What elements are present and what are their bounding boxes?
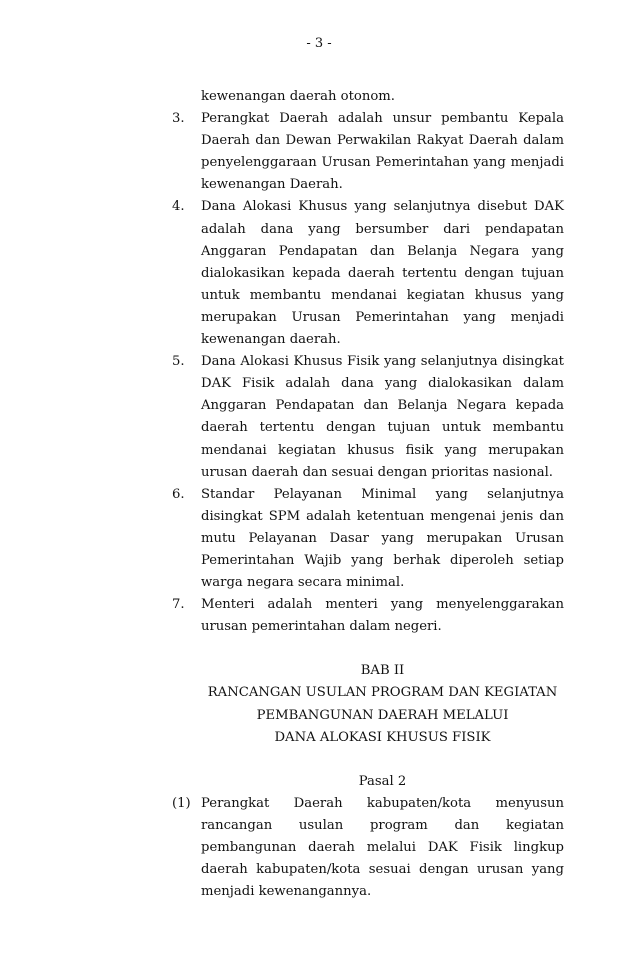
pasal-item-1 xyxy=(172,793,564,903)
chapter-heading xyxy=(172,660,564,748)
definition-item-3 xyxy=(172,108,564,196)
pasal-title: Pasal 2 xyxy=(358,773,407,789)
pasal-items xyxy=(172,793,564,903)
document-body xyxy=(172,86,564,903)
item-number: 6. xyxy=(172,486,185,502)
item-text: Perangkat Daerah kabupaten/kota menyusun rancangan usulan program dan kegiatan pembangunan daerah melalui DAK Fisik lingkup daerah kabupaten/kota sesuai dengan urusan yang menjadi kewenangannya. xyxy=(201,795,564,900)
definition-item-4 xyxy=(172,196,564,351)
item-number: (1) xyxy=(172,795,191,811)
item-number: 3. xyxy=(172,111,185,127)
continuation-text: kewenangan daerah otonom. xyxy=(201,89,395,104)
definition-item-7 xyxy=(172,594,564,638)
item-number: 5. xyxy=(172,354,185,370)
chapter-number: BAB II xyxy=(360,663,405,679)
item-text: Standar Pelayanan Minimal yang selanjutnya disingkat SPM adalah ketentuan mengenai jenis dan mutu Pelayanan Dasar yang merupakan Urusan Pemerintahan Wajib yang berhak diperoleh setiap warga negara secara minimal. xyxy=(201,486,564,591)
definition-item-6 xyxy=(172,484,564,594)
item-number: 4. xyxy=(172,199,185,215)
item-text: Dana Alokasi Khusus yang selanjutnya disebut DAK adalah dana yang bersumber dari pendapatan Anggaran Pendapatan dan Belanja Negara yang dialokasikan kepada daerah tertentu dengan tujuan untuk membantu mendanai kegiatan khusus yang merupakan Urusan Pemerintahan yang menjadi kewenangan daerah. xyxy=(201,199,564,348)
chapter-title-line-2: PEMBANGUNAN DAERAH MELALUI xyxy=(256,707,509,723)
item-text: Dana Alokasi Khusus Fisik yang selanjutnya disingkat DAK Fisik adalah dana yang dialokasikan dalam Anggaran Pendapatan dan Belanja Negara kepada daerah tertentu dengan tujuan untuk membantu mendanai kegiatan khusus fisik yang merupakan urusan daerah dan sesuai dengan prioritas nasional. xyxy=(201,354,564,480)
chapter-title-line-3: DANA ALOKASI KHUSUS FISIK xyxy=(274,729,491,745)
item-number: 7. xyxy=(172,597,185,613)
item-text: Perangkat Daerah adalah unsur pembantu Kepala Daerah dan Dewan Perwakilan Rakyat Daerah dalam penyelenggaraan Urusan Pemerintahan yang menjadi kewenangan Daerah. xyxy=(201,111,564,193)
chapter-title-line-1: RANCANGAN USULAN PROGRAM DAN KEGIATAN xyxy=(207,685,558,701)
item-text: Menteri adalah menteri yang menyelenggarakan urusan pemerintahan dalam negeri. xyxy=(201,597,564,635)
definition-item-5 xyxy=(172,351,564,484)
page-number: - 3 - xyxy=(306,36,332,51)
